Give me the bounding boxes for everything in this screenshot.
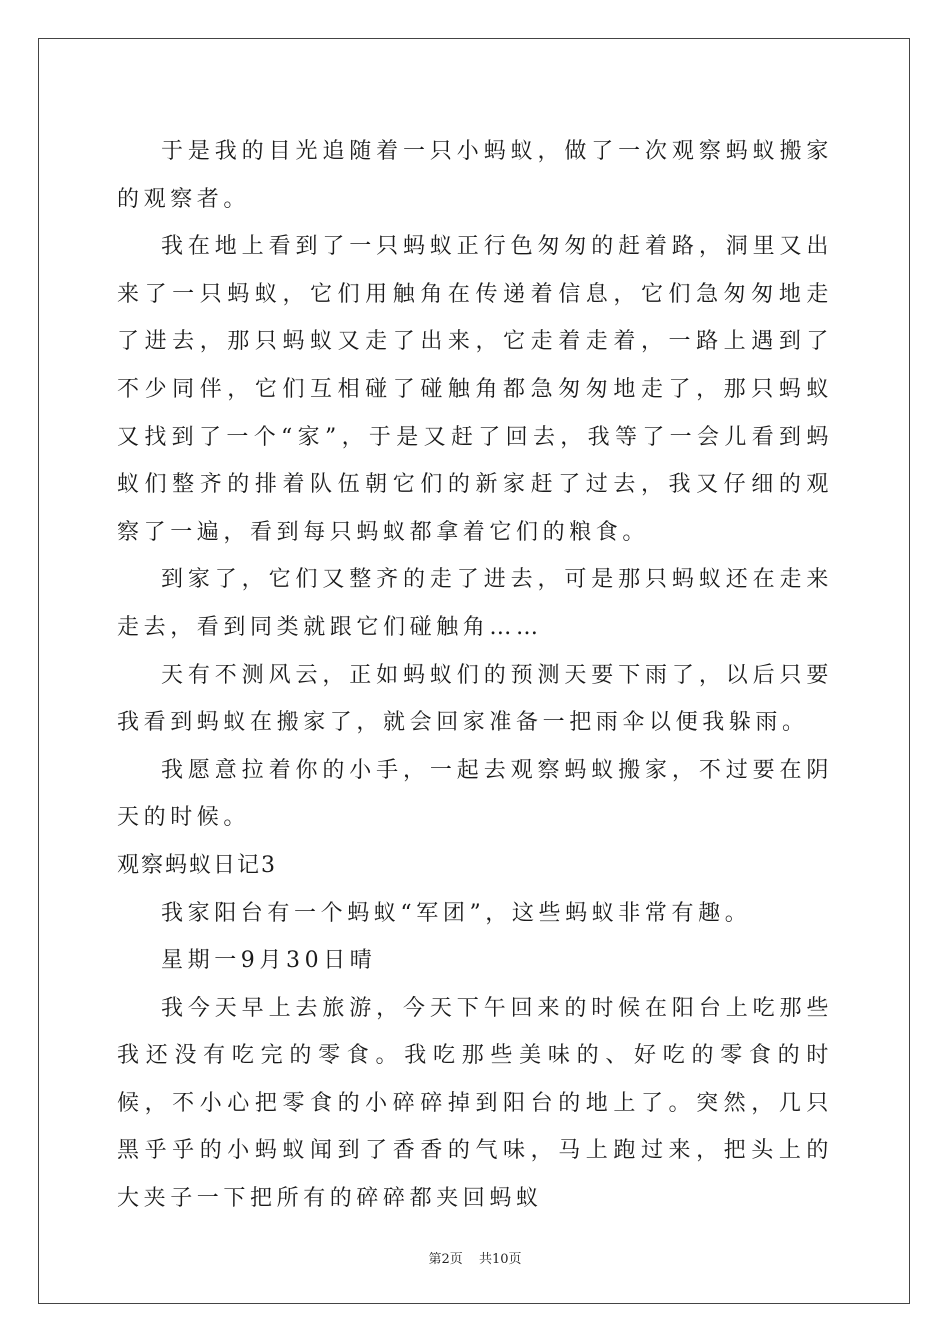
paragraph-3: 到家了，它们又整齐的走了进去，可是那只蚂蚁还在走来走去，看到同类就跟它们碰触角…… bbox=[117, 567, 833, 640]
paragraph-2: 我在地上看到了一只蚂蚁正行色匆匆的赶着路，洞里又出来了一只蚂蚁，它们用触角在传递着信息，它们急匆匆地走了进去，那只蚂蚁又走了出来，它走着走着，一路上遇到了不少同伴，它们互相碰了碰触角都急匆匆地走了，那只蚂蚁又找到了一个“家”，于是又赶了回去，我等了一会儿看到蚂蚁们整齐的排着队伍朝它们的新家赶了过去，我又仔细的观察了一遍，看到每只蚂蚁都拿着它们的粮食。 bbox=[117, 234, 833, 545]
paragraph-1: 于是我的目光追随着一只小蚂蚁，做了一次观察蚂蚁搬家的观察者。 bbox=[117, 139, 833, 212]
paragraph-4: 天有不测风云，正如蚂蚁们的预测天要下雨了，以后只要我看到蚂蚁在搬家了，就会回家准备一把雨伞以便我躲雨。 bbox=[117, 662, 833, 736]
page-footer bbox=[0, 1248, 950, 1267]
paragraph-6: 我家阳台有一个蚂蚁“军团”，这些蚂蚁非常有趣。 bbox=[161, 900, 752, 926]
paragraph-7: 我今天早上去旅游，今天下午回来的时候在阳台上吃那些我还没有吃完的零食。我吃那些美味的、好吃的零食的时候，不小心把零食的小碎碎掉到阳台的地上了。突然，几只黑乎乎的小蚂蚁闻到了香香的气味，马上跑过来，把头上的大夹子一下把所有的碎碎都夹回蚂蚁 bbox=[117, 995, 833, 1212]
page-number: 第2页 bbox=[428, 1252, 463, 1267]
document-body bbox=[117, 128, 833, 1223]
section-heading: 观察蚂蚁日记3 bbox=[117, 852, 277, 878]
paragraph-date: 星期一9月30日晴 bbox=[161, 948, 377, 974]
page-total: 共10页 bbox=[478, 1252, 522, 1267]
paragraph-5: 我愿意拉着你的小手，一起去观察蚂蚁搬家，不过要在阴天的时候。 bbox=[117, 757, 833, 831]
